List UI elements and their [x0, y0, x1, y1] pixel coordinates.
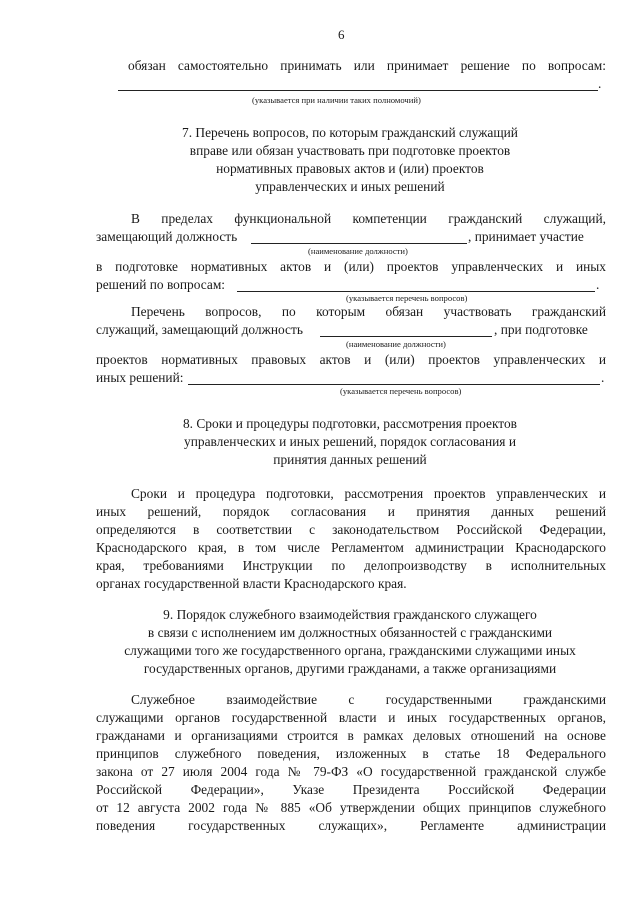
s7p1-list-blank	[237, 291, 595, 292]
section7-heading-line-3: нормативных правовых актов и (или) проектов	[216, 161, 484, 176]
s7p1-line-2-end: , принимает участие	[468, 229, 584, 244]
section9-body-line-8: поведения государственных служащих», Регламенте администрации	[96, 818, 606, 833]
s7p1-position-note: (наименование должности)	[308, 246, 408, 256]
section9-body-line-2: служащими органов государственной власти и иных государственных органов,	[96, 710, 606, 725]
s7p2-position-blank	[320, 336, 492, 337]
s7p2-position-note: (наименование должности)	[346, 339, 446, 349]
section9-heading-line-3: служащими того же государственного органа, гражданскими служащими иных	[124, 643, 576, 658]
section7-heading-line-2: вправе или обязан участвовать при подготовке проектов	[189, 143, 511, 158]
s7p1-line-2-start: замещающий должность	[96, 229, 238, 244]
section9-heading-line-4: государственных органов, другими гражданами, а также организациями	[143, 661, 557, 676]
section8-body-line-1: Сроки и процедура подготовки, рассмотрения проектов управленческих и	[131, 486, 606, 501]
section8-body-line-6: органах государственной власти Краснодарского края.	[96, 576, 407, 591]
intro-line-1: обязан самостоятельно принимать или принимает решение по вопросам:	[128, 58, 606, 73]
s7p2-list-blank	[188, 384, 600, 385]
section8-body-line-3: определяются в соответствии с законодательством Российской Федерации,	[96, 522, 606, 537]
section9-body-line-1: Служебное взаимодействие с государственными гражданскими	[131, 692, 606, 707]
section8-heading-line-1: 8. Сроки и процедуры подготовки, рассмотрения проектов	[182, 416, 517, 431]
intro-blank-line	[118, 90, 598, 91]
section8-heading-line-3: принятия данных решений	[273, 452, 427, 467]
section8-heading-line-2: управленческих и иных решений, порядок согласования и	[184, 434, 516, 449]
page-number: 6	[338, 27, 345, 42]
s7p1-line-4-end: .	[596, 277, 600, 292]
section9-heading-line-1: 9. Порядок служебного взаимодействия гражданского служащего	[163, 607, 537, 622]
section7-heading-line-1: 7. Перечень вопросов, по которым гражданский служащий	[182, 125, 518, 140]
section8-body-line-4: Краснодарского края, в том числе Регламентом администрации Краснодарского	[96, 540, 606, 555]
section8-body-line-5: края, требованиями Инструкции по делопроизводству в исполнительных	[96, 558, 606, 573]
s7p1-list-note: (указывается перечень вопросов)	[346, 293, 468, 303]
s7p1-line-4-start: решений по вопросам:	[96, 277, 226, 292]
s7p2-line-2-end: , при подготовке	[494, 322, 588, 337]
section9-body-line-5: закона от 27 июля 2004 года № 79-ФЗ «О государственной гражданской службе	[96, 764, 606, 779]
s7p2-line-2-start: служащий, замещающий должность	[96, 322, 303, 337]
section9-body-line-6: Российской Федерации», Указе Президента Российской Федерации	[96, 782, 606, 797]
section9-heading-line-2: в связи с исполнением им должностных обязанностей с гражданскими	[147, 625, 553, 640]
section9-body-line-4: принципов служебного поведения, изложенных в статье 18 Федерального	[96, 746, 606, 761]
intro-line-2-end: .	[598, 76, 602, 91]
section9-body-line-3: гражданами и организациями строится в рамках деловых отношений на основе	[96, 728, 606, 743]
section7-heading-line-4: управленческих и иных решений	[255, 179, 445, 194]
s7p1-line-1: В пределах функциональной компетенции гражданский служащий,	[131, 211, 606, 226]
s7p2-line-4-start: иных решений:	[96, 370, 184, 385]
intro-note: (указывается при наличии таких полномочий)	[252, 95, 421, 105]
section9-body-line-7: от 12 августа 2002 года № 885 «Об утверждении общих принципов служебного	[96, 800, 606, 815]
section8-body-line-2: иных решений, порядок согласования и принятия данных решений	[96, 504, 606, 519]
s7p2-list-note: (указывается перечень вопросов)	[340, 386, 462, 396]
s7p2-line-1: Перечень вопросов, по которым обязан участвовать гражданский	[131, 304, 606, 319]
s7p1-position-blank	[251, 243, 467, 244]
s7p1-line-3: в подготовке нормативных актов и (или) проектов управленческих и иных	[96, 259, 606, 274]
s7p2-line-3: проектов нормативных правовых актов и (или) проектов управленческих и	[96, 352, 606, 367]
s7p2-line-4-end: .	[601, 370, 605, 385]
